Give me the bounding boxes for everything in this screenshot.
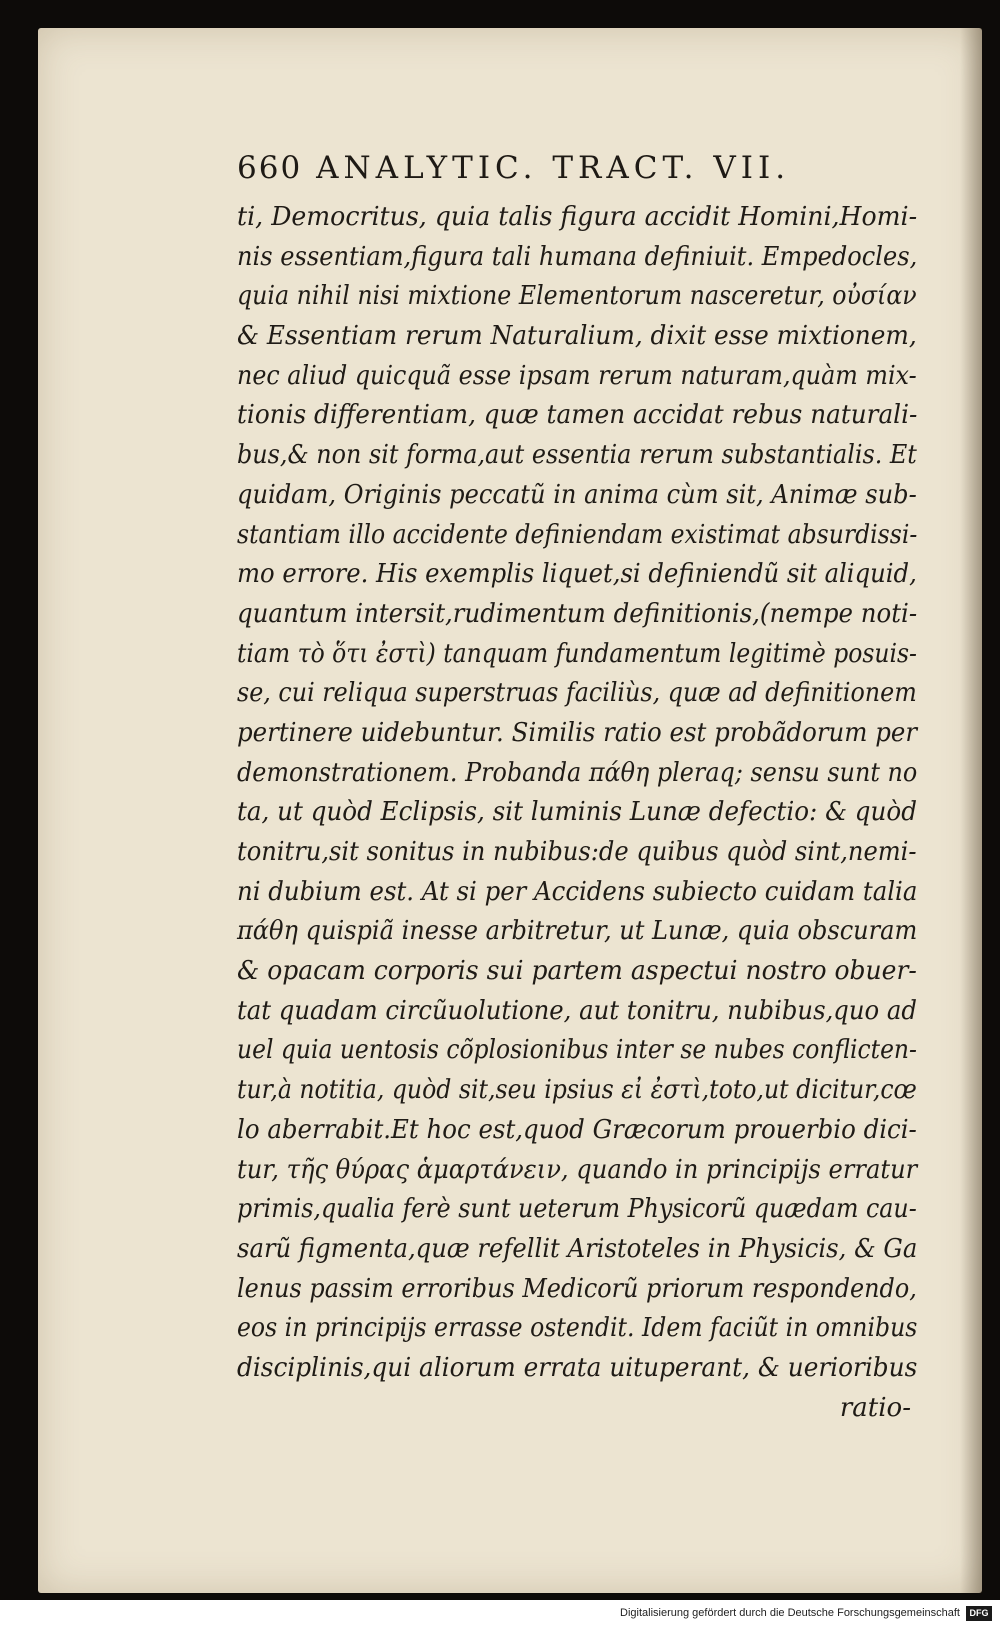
text-line: ni dubium est. At si per Accidens subiecto cuidam talia xyxy=(237,876,918,907)
text-line: tiam τὸ ὅτι ἐστὶ) tanquam fundamentum legitimè posuis- xyxy=(237,638,917,669)
text-line: tionis differentiam, quæ tamen accidat rebus naturali- xyxy=(237,400,918,431)
text-line: bus,& non sit forma,aut essentia rerum substantialis. Et xyxy=(237,440,917,471)
page-number: 660 xyxy=(237,150,303,186)
text-line: quantum intersit,rudimentum definitionis,(nempe noti- xyxy=(237,598,918,629)
text-line: quia nihil nisi mixtione Elementorum nasceretur, οὐσίαν xyxy=(237,281,917,312)
text-line: tur,à notitia, quòd sit,seu ipsius εἰ ἐστὶ,toto,ut dicitur,cœ xyxy=(237,1075,917,1106)
text-line: demonstrationem. Probanda πάθη pleraq; sensu sunt no xyxy=(237,757,918,788)
text-line: sarũ figmenta,quæ refellit Aristoteles in Physicis, & Ga xyxy=(237,1233,918,1264)
text-line: ta, ut quòd Eclipsis, sit luminis Lunæ defectio: & quòd xyxy=(237,797,917,828)
text-line: pertinere uidebuntur. Similis ratio est probãdorum per xyxy=(237,717,918,748)
text-line: tonitru,sit sonitus in nubibus:de quibus quòd sint,nemi- xyxy=(237,837,917,867)
text-line: & opacam corporis sui partem aspectui nostro obuer- xyxy=(237,956,917,987)
text-line: & Essentiam rerum Naturalium, dixit esse mixtionem, xyxy=(237,321,917,352)
text-line: primis,qualia ferè sunt ueterum Physicorũ quædam cau- xyxy=(237,1194,917,1225)
catchword: ratio- xyxy=(839,1392,911,1423)
text-line: nis essentiam,figura tali humana definiuit. Empedocles, xyxy=(237,241,918,272)
running-title: ANALYTIC. TRACT. VII. xyxy=(316,150,791,186)
text-line: tur, τῆς θύρας ἁμαρτάνειν, quando in principijs erratur xyxy=(237,1154,918,1185)
text-line: lenus passim erroribus Medicorũ priorum respondendo, xyxy=(237,1273,917,1304)
text-line: disciplinis,qui aliorum errata uituperant, & uerioribus xyxy=(237,1352,918,1383)
text-line: tat quadam circũuolutione, aut tonitru, nubibus,quo ad xyxy=(237,995,917,1026)
text-line: uel quia uentosis cõplosionibus inter se nubes conflicten- xyxy=(237,1035,917,1066)
text-line: se, cui reliqua superstruas faciliùs, quæ ad definitionem xyxy=(237,678,917,709)
dfg-logo: DFG xyxy=(966,1606,992,1621)
text-line: stantiam illo accidente definiendam existimat absurdissi- xyxy=(237,519,918,550)
body-text xyxy=(237,198,917,1428)
footer-bar xyxy=(0,1600,1000,1628)
text-line: mo errore. His exemplis liquet,si definiendũ sit aliquid, xyxy=(237,559,917,590)
running-head xyxy=(237,150,877,186)
text-line: πάθη quispiã inesse arbitretur, ut Lunæ, quia obscuram xyxy=(237,916,918,947)
funding-note: Digitalisierung gefördert durch die Deutsche Forschungsgemeinschaft xyxy=(620,1607,960,1619)
text-line: lo aberrabit.Et hoc est,quod Græcorum prouerbio dici- xyxy=(237,1114,917,1145)
text-line: ti, Democritus, quia talis figura accidit Homini,Homi- xyxy=(237,202,918,232)
text-line: nec aliud quicquã esse ipsam rerum naturam,quàm mix- xyxy=(237,360,917,391)
text-line: quidam, Originis peccatũ in anima cùm sit, Animæ sub- xyxy=(237,479,917,510)
text-line: eos in principijs errasse ostendit. Idem faciũt in omnibus xyxy=(237,1313,918,1344)
